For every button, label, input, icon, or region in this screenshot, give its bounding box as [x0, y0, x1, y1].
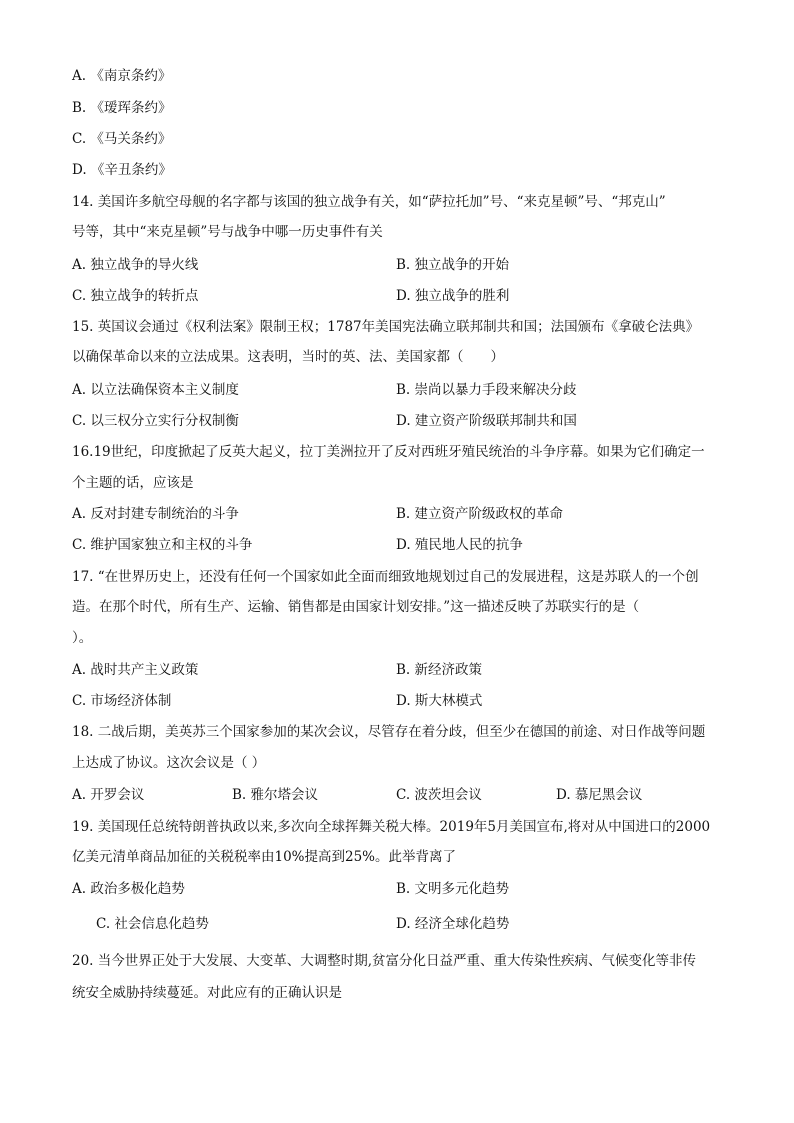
- q20-stem-line2: 统安全威胁持续蔓延。对此应有的正确认识是: [72, 985, 342, 1001]
- q19-option-d: D. 经济全球化趋势: [396, 916, 510, 932]
- q13-option-a: A. 《南京条约》: [72, 68, 172, 84]
- q13-option-b: B. 《瑷珲条约》: [72, 100, 172, 116]
- q17-option-a: A. 战时共产主义政策: [72, 662, 199, 678]
- q17-stem-line3: ）。: [72, 630, 93, 646]
- q19-option-b: B. 文明多元化趋势: [396, 881, 510, 897]
- q16-option-a: A. 反对封建专制统治的斗争: [72, 506, 239, 522]
- q15-option-a: A. 以立法确保资本主义制度: [72, 382, 239, 398]
- q14-stem-line2: 号等，其中“来克星顿”号与战争中哪一历史事件有关: [72, 224, 383, 240]
- q18-option-c: C. 波茨坦会议: [396, 787, 482, 803]
- q13-option-d: D. 《辛丑条约》: [72, 162, 172, 178]
- q16-option-c: C. 维护国家独立和主权的斗争: [72, 537, 253, 553]
- q18-stem-line1: 18. 二战后期，美英苏三个国家参加的某次会议，尽管存在着分歧，但至少在德国的前途、对日作战等问题: [72, 724, 706, 740]
- q14-option-b: B. 独立战争的开始: [396, 257, 510, 273]
- q17-stem-line2: 造。在那个时代，所有生产、运输、销售都是由国家计划安排。”这一描述反映了苏联实行的是（: [72, 599, 640, 615]
- q16-stem-line1: 16.19世纪，印度掀起了反英大起义，拉丁美洲拉开了反对西班牙殖民统治的斗争序幕。如果为它们确定一: [72, 444, 705, 460]
- q18-option-d: D. 慕尼黑会议: [556, 787, 643, 803]
- q14-option-c: C. 独立战争的转折点: [72, 288, 199, 304]
- q19-stem-line2: 亿美元清单商品加征的关税税率由10%提高到25%。此举背离了: [72, 849, 457, 865]
- q19-option-a: A. 政治多极化趋势: [72, 881, 185, 897]
- q19-option-c: C. 社会信息化趋势: [96, 916, 209, 932]
- q16-option-b: B. 建立资产阶级政权的革命: [396, 506, 564, 522]
- q17-option-c: C. 市场经济体制: [72, 693, 172, 709]
- q15-stem-line1: 15. 英国议会通过《权利法案》限制王权；1787年美国宪法确立联邦制共和国；法国颁布《拿破仑法典》: [72, 319, 700, 335]
- q13-option-c: C. 《马关条约》: [72, 131, 172, 147]
- q16-stem-line2: 个主题的话，应该是: [72, 475, 194, 491]
- q15-option-b: B. 崇尚以暴力手段来解决分歧: [396, 382, 577, 398]
- q18-stem-line2: 上达成了协议。这次会议是（ ）: [72, 755, 266, 771]
- q16-option-d: D. 殖民地人民的抗争: [396, 537, 523, 553]
- q15-stem-line2: 以确保革命以来的立法成果。这表明，当时的英、法、美国家都（ ）: [72, 349, 504, 365]
- q20-stem-line1: 20. 当今世界正处于大发展、大变革、大调整时期,贫富分化日益严重、重大传染性疾病、气候变化等非传: [72, 953, 697, 969]
- q18-option-b: B. 雅尔塔会议: [232, 787, 319, 803]
- q19-stem-line1: 19. 美国现任总统特朗普执政以来,多次向全球挥舞关税大棒。2019年5月美国宣布,将对从中国进口的2000: [72, 819, 711, 835]
- q17-option-b: B. 新经济政策: [396, 662, 483, 678]
- q17-option-d: D. 斯大林模式: [396, 693, 483, 709]
- q14-option-a: A. 独立战争的导火线: [72, 257, 199, 273]
- q14-stem-line1: 14. 美国许多航空母舰的名字都与该国的独立战争有关，如“萨拉托加”号、“来克星顿”号、“邦克山”: [72, 194, 666, 210]
- q14-option-d: D. 独立战争的胜利: [396, 288, 510, 304]
- q17-stem-line1: 17. “在世界历史上，还没有任何一个国家如此全面而细致地规划过自己的发展进程，这是苏联人的一个创: [72, 569, 699, 585]
- q18-option-a: A. 开罗会议: [72, 787, 145, 803]
- q15-option-d: D. 建立资产阶级联邦制共和国: [396, 413, 577, 429]
- q15-option-c: C. 以三权分立实行分权制衡: [72, 413, 239, 429]
